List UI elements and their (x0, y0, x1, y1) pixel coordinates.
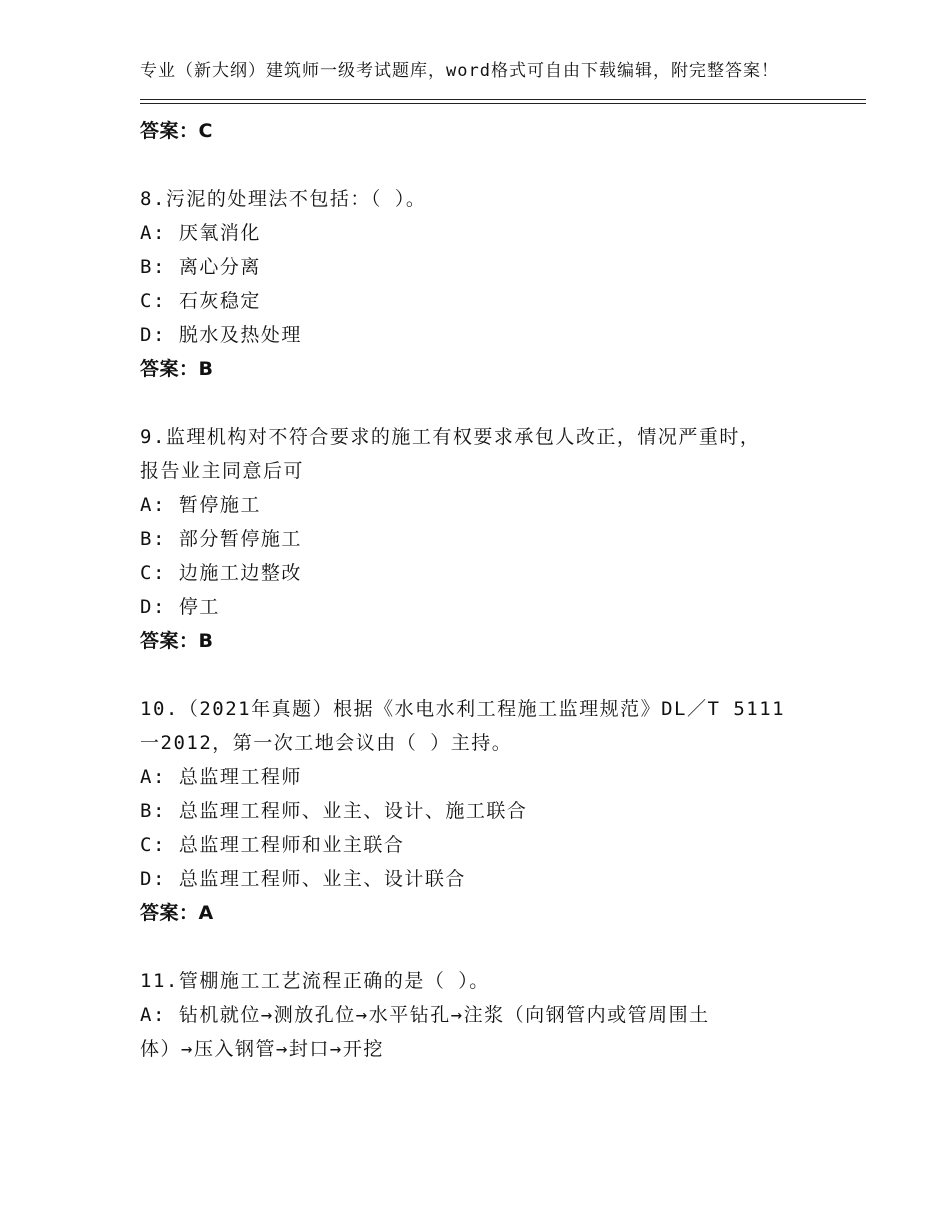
header-rule-bottom (140, 103, 866, 104)
option-c: C: 石灰稳定 (140, 290, 261, 312)
question-content (140, 114, 830, 1066)
option-c: C: 边施工边整改 (140, 562, 302, 584)
option-d: D: 总监理工程师、业主、设计联合 (140, 868, 466, 890)
spacer (140, 930, 830, 964)
spacer (140, 658, 830, 692)
answer: 答案：A (140, 902, 214, 924)
question-stem-continued: 报告业主同意后可 (140, 460, 305, 482)
option-d: D: 停工 (140, 596, 220, 618)
question-stem: 9.监理机构对不符合要求的施工有权要求承包人改正，情况严重时， (140, 426, 761, 448)
question-11 (140, 964, 830, 1066)
option-a-continued: 体）→压入钢管→封口→开挖 (140, 1038, 384, 1060)
question-8 (140, 182, 830, 386)
page-header: 专业（新大纲）建筑师一级考试题库，word格式可自由下载编辑，附完整答案！ (140, 61, 779, 81)
header-rule-top (140, 99, 866, 100)
previous-answer: 答案：C (140, 120, 213, 142)
option-a: A: 钻机就位→测放孔位→水平钻孔→注浆（向钢管内或管周围土 (140, 1004, 710, 1026)
question-stem: 8.污泥的处理法不包括：（ ）。 (140, 188, 427, 210)
question-9 (140, 420, 830, 658)
option-a: A: 厌氧消化 (140, 222, 261, 244)
option-a: A: 总监理工程师 (140, 766, 302, 788)
question-stem: 10.（2021年真题）根据《水电水利工程施工监理规范》DL／T 5111 (140, 698, 786, 720)
spacer (140, 148, 830, 182)
option-d: D: 脱水及热处理 (140, 324, 302, 346)
spacer (140, 386, 830, 420)
answer: 答案：B (140, 358, 214, 380)
option-c: C: 总监理工程师和业主联合 (140, 834, 405, 856)
question-stem-continued: 一2012，第一次工地会议由（ ）主持。 (140, 732, 513, 754)
question-stem: 11.管棚施工工艺流程正确的是（ ）。 (140, 970, 490, 992)
option-b: B: 离心分离 (140, 256, 261, 278)
question-10 (140, 692, 830, 930)
option-a: A: 暂停施工 (140, 494, 261, 516)
answer: 答案：B (140, 630, 214, 652)
option-b: B: 部分暂停施工 (140, 528, 302, 550)
option-b: B: 总监理工程师、业主、设计、施工联合 (140, 800, 528, 822)
